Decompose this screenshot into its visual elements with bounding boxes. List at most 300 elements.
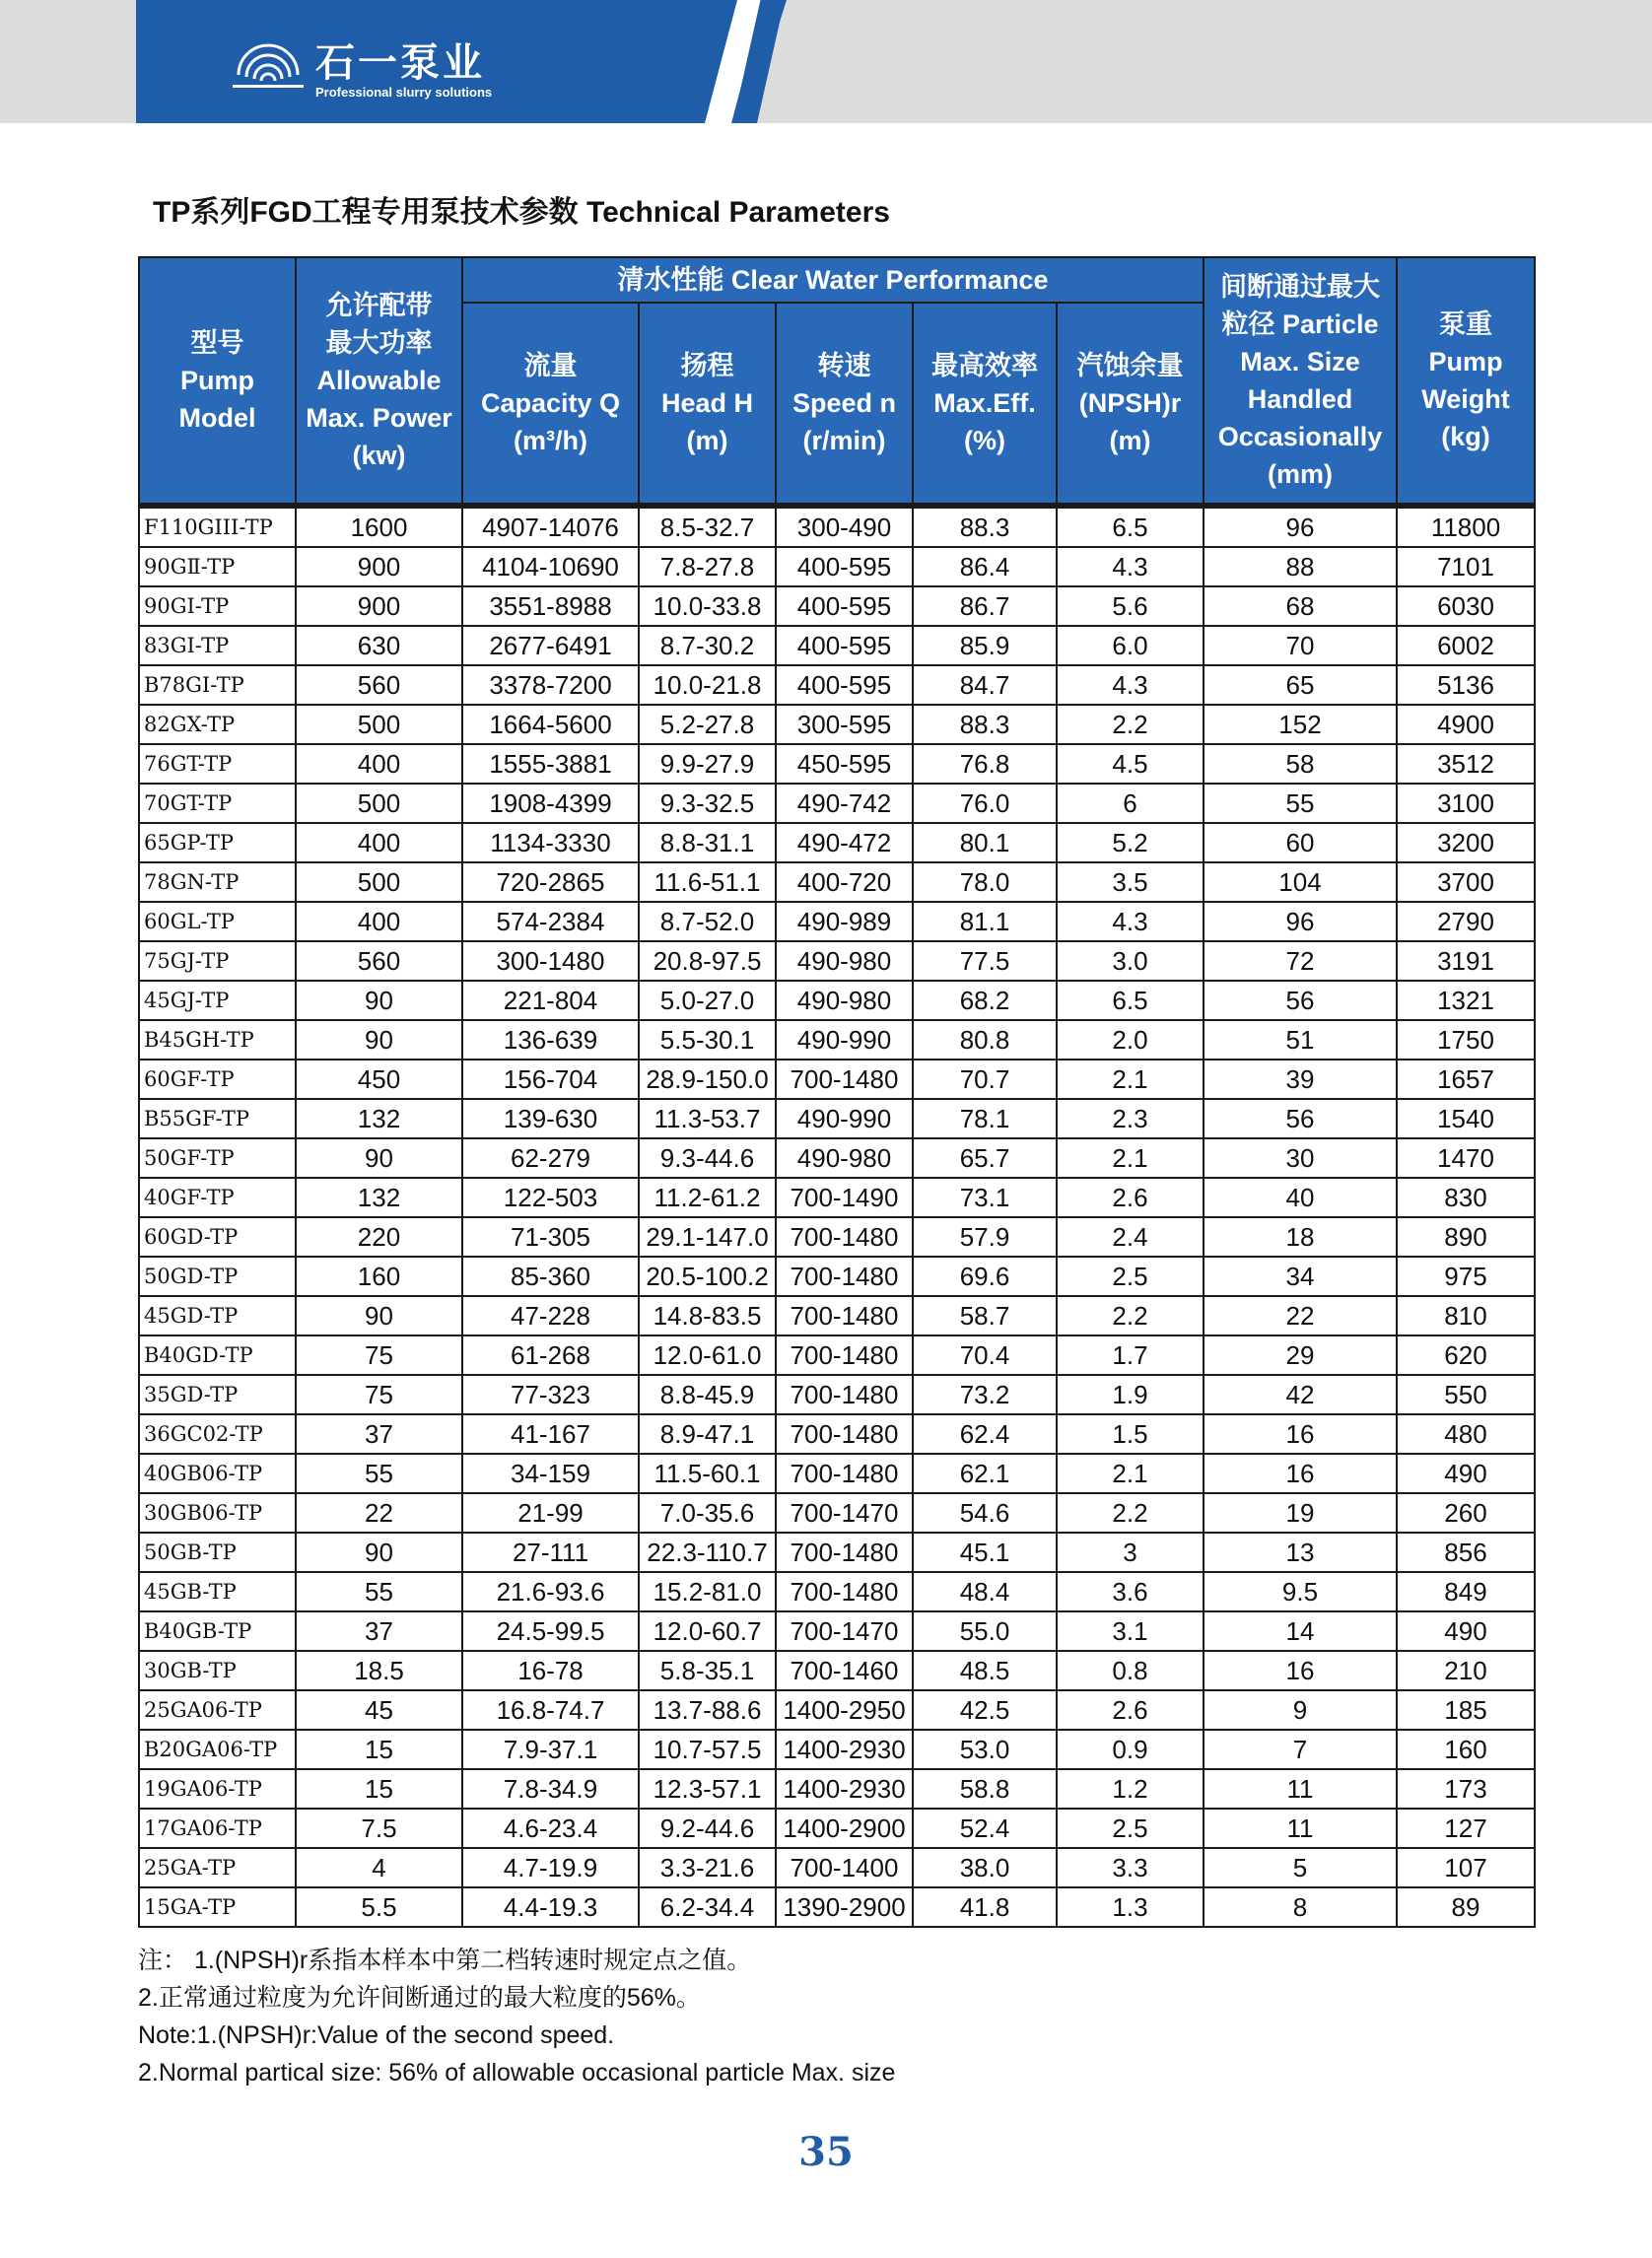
header-line: 最高效率 <box>931 351 1038 380</box>
table-cell: 60 <box>1204 823 1397 862</box>
pump-model-cell: 30GB06-TP <box>139 1493 296 1533</box>
table-cell: 90 <box>296 1138 462 1178</box>
table-cell: 9.2-44.6 <box>639 1809 776 1848</box>
table-cell: 1908-4399 <box>462 784 639 823</box>
table-cell: 490-980 <box>776 941 913 981</box>
table-cell: 80.1 <box>913 823 1057 862</box>
header-clear-water-performance: 清水性能 Clear Water Performance <box>462 257 1204 303</box>
header-line: 最大功率 <box>325 328 433 358</box>
table-cell: 65 <box>1204 665 1397 705</box>
header-line: Handled <box>1247 384 1353 414</box>
table-cell: 490-990 <box>776 1099 913 1138</box>
table-cell: 76.0 <box>913 784 1057 823</box>
table-row <box>139 1730 1535 1769</box>
table-cell: 65.7 <box>913 1138 1057 1178</box>
header-pump-weight <box>1397 257 1535 506</box>
table-cell: 19 <box>1204 1493 1397 1533</box>
table-cell: 3200 <box>1397 823 1535 862</box>
table-cell: 90 <box>296 981 462 1020</box>
table-cell: 500 <box>296 705 462 744</box>
table-cell: 8 <box>1204 1887 1397 1927</box>
table-cell: 57.9 <box>913 1217 1057 1257</box>
note-line: 2.Normal partical size: 56% of allowable occasional particle Max. size <box>138 2059 896 2087</box>
table-row <box>139 862 1535 902</box>
table-cell: 700-1460 <box>776 1651 913 1690</box>
table-cell: 34 <box>1204 1257 1397 1296</box>
table-cell: 3.6 <box>1057 1572 1204 1611</box>
table-row <box>139 823 1535 862</box>
table-cell: 2.2 <box>1057 705 1204 744</box>
table-cell: 3551-8988 <box>462 586 639 626</box>
header-particle-size <box>1204 257 1397 506</box>
table-cell: 27-111 <box>462 1533 639 1572</box>
table-cell: 2.3 <box>1057 1099 1204 1138</box>
table-cell: 0.9 <box>1057 1730 1204 1769</box>
pump-model-cell: 60GD-TP <box>139 1217 296 1257</box>
header-line: (m) <box>1109 426 1151 455</box>
pump-model-cell: 60GF-TP <box>139 1060 296 1099</box>
header-line: Weight <box>1421 384 1510 414</box>
table-cell: 4.6-23.4 <box>462 1809 639 1848</box>
header-line: (m) <box>686 426 728 455</box>
table-cell: 90 <box>296 1533 462 1572</box>
table-cell: 1.2 <box>1057 1769 1204 1809</box>
table-cell: 107 <box>1397 1848 1535 1887</box>
note-line: 2.正常通过粒度为允许间断通过的最大粒度的56%。 <box>138 1984 701 2012</box>
header-line: Model <box>178 403 256 433</box>
pump-model-cell: 25GA-TP <box>139 1848 296 1887</box>
table-cell: 81.1 <box>913 902 1057 941</box>
table-cell: 22 <box>1204 1296 1397 1335</box>
pump-model-cell: 30GB-TP <box>139 1651 296 1690</box>
table-cell: 6.5 <box>1057 506 1204 547</box>
table-cell: 0.8 <box>1057 1651 1204 1690</box>
table-row <box>139 981 1535 1020</box>
table-cell: 10.7-57.5 <box>639 1730 776 1769</box>
table-row <box>139 1217 1535 1257</box>
table-row <box>139 744 1535 784</box>
table-cell: 450-595 <box>776 744 913 784</box>
table-cell: 1600 <box>296 506 462 547</box>
table-cell: 70.7 <box>913 1060 1057 1099</box>
table-cell: 7.8-27.8 <box>639 547 776 586</box>
table-cell: 18 <box>1204 1217 1397 1257</box>
company-logo-icon <box>229 35 308 104</box>
table-cell: 56 <box>1204 981 1397 1020</box>
pump-model-cell: B40GB-TP <box>139 1611 296 1651</box>
table-cell: 5.2-27.8 <box>639 705 776 744</box>
table-cell: 48.5 <box>913 1651 1057 1690</box>
table-cell: 2.1 <box>1057 1138 1204 1178</box>
table-cell: 7.8-34.9 <box>462 1769 639 1809</box>
table-row <box>139 506 1535 547</box>
table-cell: 55 <box>1204 784 1397 823</box>
table-cell: 260 <box>1397 1493 1535 1533</box>
table-cell: 2.2 <box>1057 1493 1204 1533</box>
table-cell: 700-1480 <box>776 1414 913 1454</box>
table-row <box>139 1257 1535 1296</box>
pump-model-cell: 45GJ-TP <box>139 981 296 1020</box>
table-cell: 5.8-35.1 <box>639 1651 776 1690</box>
header-line: 间断通过最大 <box>1220 272 1380 302</box>
table-cell: 132 <box>296 1099 462 1138</box>
pump-model-cell: 90GⅡ-TP <box>139 547 296 586</box>
table-cell: 4.7-19.9 <box>462 1848 639 1887</box>
table-cell: 62-279 <box>462 1138 639 1178</box>
table-cell: 160 <box>1397 1730 1535 1769</box>
pump-model-cell: 40GF-TP <box>139 1178 296 1217</box>
table-cell: 85.9 <box>913 626 1057 665</box>
table-cell: 1.5 <box>1057 1414 1204 1454</box>
notes <box>138 1942 895 2091</box>
table-cell: 6002 <box>1397 626 1535 665</box>
header-head <box>639 303 776 506</box>
header-model <box>139 257 296 506</box>
table-cell: 300-595 <box>776 705 913 744</box>
table-cell: 22.3-110.7 <box>639 1533 776 1572</box>
table-cell: 400 <box>296 902 462 941</box>
table-cell: 58 <box>1204 744 1397 784</box>
table-cell: 4.3 <box>1057 665 1204 705</box>
table-cell: 400-720 <box>776 862 913 902</box>
table-cell: 400-595 <box>776 586 913 626</box>
table-cell: 700-1470 <box>776 1493 913 1533</box>
table-row <box>139 1060 1535 1099</box>
table-cell: 16 <box>1204 1414 1397 1454</box>
table-cell: 700-1480 <box>776 1533 913 1572</box>
table-cell: 30 <box>1204 1138 1397 1178</box>
pump-model-cell: B78GⅠ-TP <box>139 665 296 705</box>
table-cell: 3700 <box>1397 862 1535 902</box>
table-cell: 37 <box>296 1414 462 1454</box>
table-cell: 96 <box>1204 506 1397 547</box>
table-row <box>139 1454 1535 1493</box>
header-line: Max. Power <box>306 403 452 433</box>
table-cell: 849 <box>1397 1572 1535 1611</box>
table-cell: 8.7-30.2 <box>639 626 776 665</box>
table-cell: 139-630 <box>462 1099 639 1138</box>
table-cell: 210 <box>1397 1651 1535 1690</box>
table-cell: 1400-2950 <box>776 1690 913 1730</box>
table-cell: 13 <box>1204 1533 1397 1572</box>
pump-model-cell: 82GX-TP <box>139 705 296 744</box>
header-line: 流量 <box>523 351 578 380</box>
header-line: Max.Eff. <box>933 388 1036 418</box>
table-cell: 490-980 <box>776 981 913 1020</box>
table-cell: 700-1480 <box>776 1454 913 1493</box>
table-cell: 8.8-31.1 <box>639 823 776 862</box>
table-cell: 300-490 <box>776 506 913 547</box>
table-cell: 900 <box>296 586 462 626</box>
table-cell: 6.2-34.4 <box>639 1887 776 1927</box>
pump-model-cell: B20GA06-TP <box>139 1730 296 1769</box>
table-cell: 9.3-32.5 <box>639 784 776 823</box>
table-cell: 55 <box>296 1572 462 1611</box>
pump-model-cell: 17GA06-TP <box>139 1809 296 1848</box>
header-line: 汽蚀余量 <box>1076 351 1184 380</box>
table-row <box>139 1848 1535 1887</box>
table-cell: 136-639 <box>462 1020 639 1060</box>
table-cell: 3191 <box>1397 941 1535 981</box>
table-cell: 1.7 <box>1057 1335 1204 1375</box>
pump-model-cell: 90GⅠ-TP <box>139 586 296 626</box>
table-row <box>139 1809 1535 1848</box>
table-row <box>139 547 1535 586</box>
header-line: (NPSH)r <box>1078 388 1182 418</box>
header-speed <box>776 303 913 506</box>
table-cell: 5 <box>1204 1848 1397 1887</box>
table-cell: 480 <box>1397 1414 1535 1454</box>
header-line: Speed n <box>792 388 897 418</box>
header-efficiency <box>913 303 1057 506</box>
table-cell: 9.5 <box>1204 1572 1397 1611</box>
table-cell: 51 <box>1204 1020 1397 1060</box>
table-cell: 3.1 <box>1057 1611 1204 1651</box>
table-cell: 73.2 <box>913 1375 1057 1414</box>
table-row <box>139 902 1535 941</box>
header-line: Max. Size <box>1240 347 1360 376</box>
table-cell: 810 <box>1397 1296 1535 1335</box>
header-line: (mm) <box>1268 459 1333 489</box>
table-cell: 700-1480 <box>776 1572 913 1611</box>
table-cell: 21-99 <box>462 1493 639 1533</box>
table-cell: 1470 <box>1397 1138 1535 1178</box>
table-cell: 9.9-27.9 <box>639 744 776 784</box>
table-cell: 400 <box>296 744 462 784</box>
table-cell: 856 <box>1397 1533 1535 1572</box>
table-cell: 152 <box>1204 705 1397 744</box>
table-cell: 8.9-47.1 <box>639 1414 776 1454</box>
table-cell: 574-2384 <box>462 902 639 941</box>
table-cell: 37 <box>296 1611 462 1651</box>
table-cell: 9 <box>1204 1690 1397 1730</box>
table-cell: 85-360 <box>462 1257 639 1296</box>
brand-tagline: Professional slurry solutions <box>315 85 493 100</box>
table-cell: 58.8 <box>913 1769 1057 1809</box>
table-cell: 24.5-99.5 <box>462 1611 639 1651</box>
table-row <box>139 1178 1535 1217</box>
pump-model-cell: 35GD-TP <box>139 1375 296 1414</box>
table-cell: 41.8 <box>913 1887 1057 1927</box>
table-cell: 54.6 <box>913 1493 1057 1533</box>
header-line: Occasionally <box>1217 422 1383 451</box>
table-cell: 7.5 <box>296 1809 462 1848</box>
pump-model-cell: 19GA06-TP <box>139 1769 296 1809</box>
table-cell: 12.0-61.0 <box>639 1335 776 1375</box>
table-cell: 28.9-150.0 <box>639 1060 776 1099</box>
table-cell: 2790 <box>1397 902 1535 941</box>
table-cell: 29.1-147.0 <box>639 1217 776 1257</box>
table-cell: 6 <box>1057 784 1204 823</box>
table-cell: 76.8 <box>913 744 1057 784</box>
table-cell: 490-742 <box>776 784 913 823</box>
table-cell: 700-1400 <box>776 1848 913 1887</box>
table-cell: 68.2 <box>913 981 1057 1020</box>
table-cell: 90 <box>296 1296 462 1335</box>
table-row <box>139 1887 1535 1927</box>
table-cell: 5136 <box>1397 665 1535 705</box>
pump-model-cell: 50GB-TP <box>139 1533 296 1572</box>
table-cell: 14 <box>1204 1611 1397 1651</box>
table-cell: 12.3-57.1 <box>639 1769 776 1809</box>
table-cell: 88.3 <box>913 506 1057 547</box>
table-cell: 720-2865 <box>462 862 639 902</box>
table-cell: 5.6 <box>1057 586 1204 626</box>
table-cell: 78.1 <box>913 1099 1057 1138</box>
table-cell: 700-1480 <box>776 1257 913 1296</box>
table-row <box>139 1651 1535 1690</box>
table-cell: 15 <box>296 1769 462 1809</box>
table-cell: 73.1 <box>913 1178 1057 1217</box>
table-cell: 69.6 <box>913 1257 1057 1296</box>
table-cell: 18.5 <box>296 1651 462 1690</box>
table-cell: 1.3 <box>1057 1887 1204 1927</box>
table-cell: 38.0 <box>913 1848 1057 1887</box>
table-cell: 58.7 <box>913 1296 1057 1335</box>
table-cell: 89 <box>1397 1887 1535 1927</box>
table-cell: 70 <box>1204 626 1397 665</box>
table-cell: 20.8-97.5 <box>639 941 776 981</box>
table-cell: 400 <box>296 823 462 862</box>
table-cell: 2.6 <box>1057 1178 1204 1217</box>
table-cell: 1540 <box>1397 1099 1535 1138</box>
table-cell: 16.8-74.7 <box>462 1690 639 1730</box>
table-cell: 4907-14076 <box>462 506 639 547</box>
table-cell: 4.4-19.3 <box>462 1887 639 1927</box>
table-cell: 500 <box>296 784 462 823</box>
header-line: (r/min) <box>802 426 886 455</box>
table-row <box>139 1375 1535 1414</box>
table-cell: 7.0-35.6 <box>639 1493 776 1533</box>
header-line: (%) <box>964 426 1005 455</box>
table-cell: 560 <box>296 941 462 981</box>
header-line: 型号 <box>190 328 244 358</box>
table-cell: 185 <box>1397 1690 1535 1730</box>
pump-model-cell: B55GF-TP <box>139 1099 296 1138</box>
table-row <box>139 626 1535 665</box>
header-line: Allowable <box>316 366 442 395</box>
table-cell: 11.6-51.1 <box>639 862 776 902</box>
table-cell: 4.3 <box>1057 547 1204 586</box>
table-cell: 55.0 <box>913 1611 1057 1651</box>
table-cell: 16 <box>1204 1454 1397 1493</box>
table-cell: 90 <box>296 1020 462 1060</box>
table-cell: 34-159 <box>462 1454 639 1493</box>
table-cell: 132 <box>296 1178 462 1217</box>
pump-model-cell: 25GA06-TP <box>139 1690 296 1730</box>
table-cell: 2.4 <box>1057 1217 1204 1257</box>
table-cell: 5.5 <box>296 1887 462 1927</box>
table-cell: 40 <box>1204 1178 1397 1217</box>
pump-model-cell: 15GA-TP <box>139 1887 296 1927</box>
table-cell: 490 <box>1397 1454 1535 1493</box>
table-cell: 70.4 <box>913 1335 1057 1375</box>
pump-model-cell: 65GP-TP <box>139 823 296 862</box>
table-cell: 220 <box>296 1217 462 1257</box>
table-cell: 2677-6491 <box>462 626 639 665</box>
table-cell: 11.2-61.2 <box>639 1178 776 1217</box>
table-row <box>139 1690 1535 1730</box>
pump-model-cell: 60GL-TP <box>139 902 296 941</box>
table-cell: 560 <box>296 665 462 705</box>
table-cell: 173 <box>1397 1769 1535 1809</box>
header-line: 允许配带 <box>325 291 433 320</box>
table-cell: 45 <box>296 1690 462 1730</box>
table-cell: 62.1 <box>913 1454 1057 1493</box>
header-npsh <box>1057 303 1204 506</box>
header-line: 粒径 Particle <box>1221 309 1379 339</box>
table-cell: 2.5 <box>1057 1809 1204 1848</box>
table-cell: 5.0-27.0 <box>639 981 776 1020</box>
table-cell: 160 <box>296 1257 462 1296</box>
table-row <box>139 1493 1535 1533</box>
pump-model-cell: 76GT-TP <box>139 744 296 784</box>
table-cell: 700-1480 <box>776 1060 913 1099</box>
page-title: TP系列FGD工程专用泵技术参数 Technical Parameters <box>153 196 890 229</box>
table-cell: 61-268 <box>462 1335 639 1375</box>
table-row <box>139 1335 1535 1375</box>
table-cell: 1400-2930 <box>776 1769 913 1809</box>
table-cell: 3378-7200 <box>462 665 639 705</box>
table-cell: 53.0 <box>913 1730 1057 1769</box>
header-line: (kg) <box>1441 422 1490 451</box>
table-cell: 1750 <box>1397 1020 1535 1060</box>
table-cell: 77.5 <box>913 941 1057 981</box>
page-number: 35 <box>798 2129 854 2175</box>
table-row <box>139 1099 1535 1138</box>
table-cell: 8.7-52.0 <box>639 902 776 941</box>
table-row <box>139 665 1535 705</box>
brand-name: 石一泵业 <box>315 39 485 86</box>
table-cell: 7 <box>1204 1730 1397 1769</box>
table-cell: 15.2-81.0 <box>639 1572 776 1611</box>
table-row <box>139 705 1535 744</box>
table-cell: 45.1 <box>913 1533 1057 1572</box>
table-cell: 5.5-30.1 <box>639 1020 776 1060</box>
table-cell: 2.2 <box>1057 1296 1204 1335</box>
table-cell: 830 <box>1397 1178 1535 1217</box>
table-cell: 1400-2900 <box>776 1809 913 1848</box>
table-cell: 77-323 <box>462 1375 639 1414</box>
table-cell: 84.7 <box>913 665 1057 705</box>
table-cell: 1390-2900 <box>776 1887 913 1927</box>
table-cell: 41-167 <box>462 1414 639 1454</box>
table-cell: 12.0-60.7 <box>639 1611 776 1651</box>
table-cell: 15 <box>296 1730 462 1769</box>
header-line: (kw) <box>352 441 406 470</box>
table-cell: 490-980 <box>776 1138 913 1178</box>
table-cell: 490-472 <box>776 823 913 862</box>
table-cell: 88 <box>1204 547 1397 586</box>
table-cell: 5.2 <box>1057 823 1204 862</box>
pump-model-cell: 45GB-TP <box>139 1572 296 1611</box>
table-cell: 2.1 <box>1057 1454 1204 1493</box>
note-line: Note:1.(NPSH)r:Value of the second speed. <box>138 2021 615 2049</box>
pump-model-cell: B40GD-TP <box>139 1335 296 1375</box>
technical-parameters-table <box>138 256 1536 1928</box>
table-cell: 6030 <box>1397 586 1535 626</box>
table-cell: 80.8 <box>913 1020 1057 1060</box>
table-row <box>139 1020 1535 1060</box>
table-cell: 1134-3330 <box>462 823 639 862</box>
table-cell: 700-1480 <box>776 1217 913 1257</box>
table-cell: 6.5 <box>1057 981 1204 1020</box>
header-line: 转速 <box>817 351 871 380</box>
table-cell: 42 <box>1204 1375 1397 1414</box>
table-cell: 16 <box>1204 1651 1397 1690</box>
pump-model-cell: 36GC02-TP <box>139 1414 296 1454</box>
table-cell: 4.3 <box>1057 902 1204 941</box>
